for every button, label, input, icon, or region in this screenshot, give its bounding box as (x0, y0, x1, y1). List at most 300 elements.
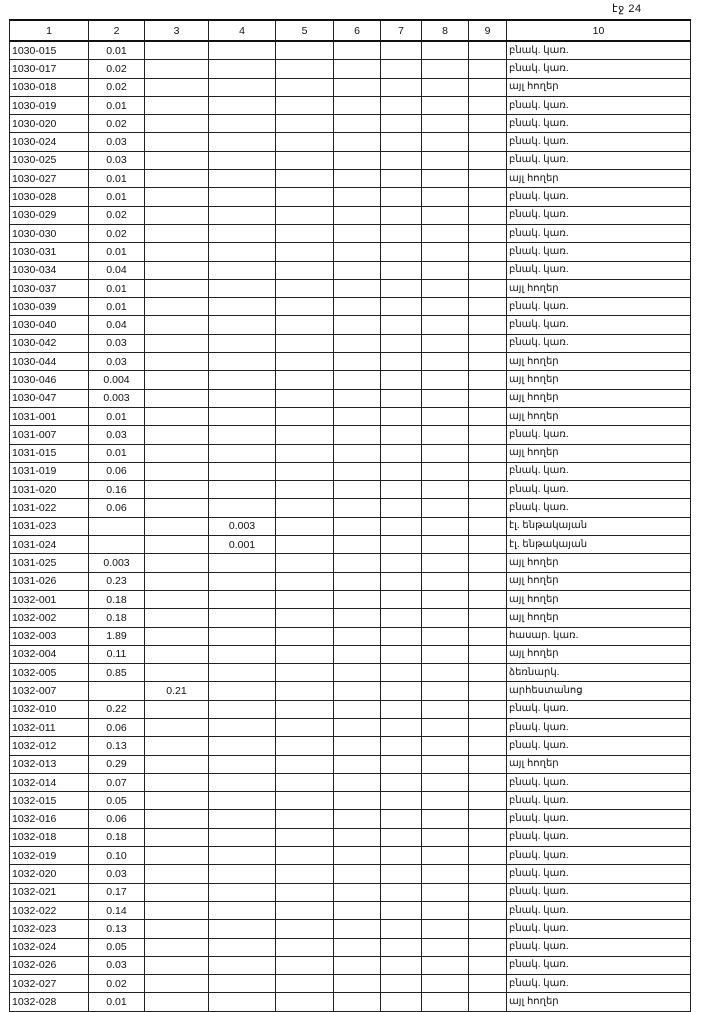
column-5-cell (276, 828, 334, 846)
column-7-cell (381, 938, 422, 956)
table-row (10, 810, 691, 828)
column-7-cell (381, 572, 422, 590)
column-5-cell (276, 481, 334, 499)
column-9-cell (469, 279, 507, 297)
land-use-cell: բնակ. կառ. (507, 206, 691, 224)
column-5-cell (276, 426, 334, 444)
area-cell: 0.03 (89, 133, 145, 151)
area-cell: 0.06 (89, 499, 145, 517)
area-cell: 0.06 (89, 718, 145, 736)
area-cell: 0.02 (89, 206, 145, 224)
land-use-cell: բնակ. կառ. (507, 737, 691, 755)
column-5-cell (276, 371, 334, 389)
column-5-cell (276, 682, 334, 700)
column-4-cell (209, 426, 276, 444)
column-4-cell (209, 78, 276, 96)
column-7-cell (381, 389, 422, 407)
column-5-cell (276, 956, 334, 974)
land-use-cell: բնակ. կառ. (507, 115, 691, 133)
parcel-id-cell: 1031-022 (10, 499, 89, 517)
table-row (10, 298, 691, 316)
column-9-cell (469, 572, 507, 590)
column-3-cell (145, 41, 209, 60)
land-use-cell: բնակ. կառ. (507, 883, 691, 901)
column-7-cell (381, 920, 422, 938)
column-9-cell (469, 590, 507, 608)
column-5-cell (276, 718, 334, 736)
column-3-cell (145, 883, 209, 901)
table-row (10, 645, 691, 663)
column-7-cell (381, 426, 422, 444)
column-3-cell (145, 975, 209, 993)
column-6-cell (334, 371, 381, 389)
column-7-cell (381, 645, 422, 663)
column-8-cell (422, 407, 469, 425)
column-9-cell (469, 462, 507, 480)
area-cell: 0.18 (89, 828, 145, 846)
column-4-cell (209, 554, 276, 572)
table-row (10, 828, 691, 846)
column-9-cell (469, 810, 507, 828)
column-6-cell (334, 536, 381, 554)
parcel-id-cell: 1032-026 (10, 956, 89, 974)
column-3-cell (145, 462, 209, 480)
area-cell: 0.01 (89, 96, 145, 114)
column-4-cell (209, 279, 276, 297)
column-7-cell (381, 847, 422, 865)
column-6-cell (334, 517, 381, 535)
column-7-cell (381, 901, 422, 919)
column-9-cell (469, 371, 507, 389)
column-7-cell (381, 115, 422, 133)
area-cell: 0.01 (89, 41, 145, 60)
column-3-cell (145, 316, 209, 334)
column-6-cell (334, 462, 381, 480)
column-3-cell (145, 96, 209, 114)
column-9-cell (469, 920, 507, 938)
column-5-cell (276, 847, 334, 865)
land-use-cell: այլ հողեր (507, 279, 691, 297)
column-6-cell (334, 572, 381, 590)
column-7-cell (381, 407, 422, 425)
column-3-cell (145, 133, 209, 151)
column-8-cell (422, 865, 469, 883)
column-7-cell (381, 956, 422, 974)
parcel-id-cell: 1032-021 (10, 883, 89, 901)
column-4-cell (209, 773, 276, 791)
column-9-cell (469, 901, 507, 919)
column-7-cell (381, 554, 422, 572)
column-9-cell (469, 389, 507, 407)
land-use-cell: բնակ. կառ. (507, 60, 691, 78)
column-header-9: 9 (469, 20, 507, 41)
land-use-cell: բնակ. կառ. (507, 773, 691, 791)
column-5-cell (276, 810, 334, 828)
land-use-cell: բնակ. կառ. (507, 847, 691, 865)
column-6-cell (334, 828, 381, 846)
area-cell (89, 682, 145, 700)
column-3-cell (145, 645, 209, 663)
column-8-cell (422, 371, 469, 389)
column-3-cell (145, 151, 209, 169)
column-5-cell (276, 865, 334, 883)
column-3-cell (145, 115, 209, 133)
column-4-cell (209, 810, 276, 828)
column-4-cell (209, 298, 276, 316)
column-7-cell (381, 60, 422, 78)
column-5-cell (276, 499, 334, 517)
column-9-cell (469, 865, 507, 883)
column-8-cell (422, 590, 469, 608)
column-5-cell (276, 901, 334, 919)
table-row (10, 627, 691, 645)
column-header-7: 7 (381, 20, 422, 41)
column-6-cell (334, 755, 381, 773)
column-7-cell (381, 865, 422, 883)
column-9-cell (469, 243, 507, 261)
parcel-id-cell: 1030-029 (10, 206, 89, 224)
column-4-cell: 0.003 (209, 517, 276, 535)
column-3-cell (145, 810, 209, 828)
column-9-cell (469, 353, 507, 371)
column-6-cell (334, 243, 381, 261)
column-3-cell (145, 517, 209, 535)
column-7-cell (381, 78, 422, 96)
column-3-cell (145, 78, 209, 96)
area-cell: 0.02 (89, 60, 145, 78)
column-6-cell (334, 316, 381, 334)
parcel-id-cell: 1032-022 (10, 901, 89, 919)
column-8-cell (422, 920, 469, 938)
column-4-cell (209, 334, 276, 352)
column-6-cell (334, 627, 381, 645)
area-cell: 0.02 (89, 115, 145, 133)
column-8-cell (422, 682, 469, 700)
column-header-6: 6 (334, 20, 381, 41)
column-5-cell (276, 60, 334, 78)
column-9-cell (469, 115, 507, 133)
column-3-cell (145, 371, 209, 389)
column-7-cell (381, 224, 422, 242)
column-4-cell (209, 389, 276, 407)
area-cell (89, 536, 145, 554)
column-4-cell (209, 188, 276, 206)
parcel-id-cell: 1032-002 (10, 609, 89, 627)
column-8-cell (422, 536, 469, 554)
parcel-id-cell: 1031-001 (10, 407, 89, 425)
parcel-id-cell: 1032-018 (10, 828, 89, 846)
column-8-cell (422, 810, 469, 828)
table-row (10, 920, 691, 938)
land-use-cell: բնակ. կառ. (507, 499, 691, 517)
column-8-cell (422, 462, 469, 480)
land-use-cell: բնակ. կառ. (507, 188, 691, 206)
column-3-cell (145, 609, 209, 627)
column-3-cell (145, 407, 209, 425)
land-use-cell: բնակ. կառ. (507, 828, 691, 846)
land-use-cell: բնակ. կառ. (507, 938, 691, 956)
parcel-id-cell: 1030-019 (10, 96, 89, 114)
column-7-cell (381, 298, 422, 316)
table-body (10, 41, 691, 1011)
parcel-id-cell: 1032-011 (10, 718, 89, 736)
column-8-cell (422, 755, 469, 773)
column-3-cell (145, 389, 209, 407)
column-5-cell (276, 755, 334, 773)
column-3-cell (145, 920, 209, 938)
column-7-cell (381, 279, 422, 297)
parcel-id-cell: 1032-016 (10, 810, 89, 828)
column-7-cell (381, 188, 422, 206)
column-3-cell (145, 718, 209, 736)
parcel-id-cell: 1032-020 (10, 865, 89, 883)
parcel-id-cell: 1032-019 (10, 847, 89, 865)
column-3-cell (145, 847, 209, 865)
area-cell: 0.29 (89, 755, 145, 773)
area-cell: 0.11 (89, 645, 145, 663)
parcel-id-cell: 1032-001 (10, 590, 89, 608)
column-9-cell (469, 41, 507, 60)
table-row (10, 718, 691, 736)
parcel-id-cell: 1032-012 (10, 737, 89, 755)
column-5-cell (276, 444, 334, 462)
column-6-cell (334, 645, 381, 663)
column-9-cell (469, 627, 507, 645)
parcel-id-cell: 1032-024 (10, 938, 89, 956)
column-5-cell (276, 78, 334, 96)
column-3-cell (145, 993, 209, 1011)
column-9-cell (469, 554, 507, 572)
column-8-cell (422, 737, 469, 755)
column-4-cell (209, 645, 276, 663)
table-row (10, 517, 691, 535)
area-cell: 0.02 (89, 975, 145, 993)
column-5-cell (276, 188, 334, 206)
table-row (10, 243, 691, 261)
area-cell: 0.07 (89, 773, 145, 791)
column-6-cell (334, 78, 381, 96)
land-use-cell: այլ հողեր (507, 572, 691, 590)
column-7-cell (381, 206, 422, 224)
column-6-cell (334, 883, 381, 901)
table-row (10, 554, 691, 572)
column-8-cell (422, 700, 469, 718)
column-7-cell (381, 755, 422, 773)
land-use-cell: բնակ. կառ. (507, 956, 691, 974)
column-9-cell (469, 682, 507, 700)
column-8-cell (422, 938, 469, 956)
area-cell: 0.14 (89, 901, 145, 919)
column-4-cell (209, 499, 276, 517)
column-5-cell (276, 737, 334, 755)
column-6-cell (334, 481, 381, 499)
column-6-cell (334, 810, 381, 828)
area-cell: 0.01 (89, 298, 145, 316)
column-6-cell (334, 133, 381, 151)
column-6-cell (334, 60, 381, 78)
table-row (10, 206, 691, 224)
land-use-cell: այլ հողեր (507, 353, 691, 371)
land-use-cell: բնակ. կառ. (507, 700, 691, 718)
column-4-cell (209, 938, 276, 956)
area-cell: 0.23 (89, 572, 145, 590)
parcel-id-cell: 1031-019 (10, 462, 89, 480)
table-row (10, 664, 691, 682)
column-6-cell (334, 682, 381, 700)
column-9-cell (469, 407, 507, 425)
column-header-8: 8 (422, 20, 469, 41)
column-5-cell (276, 206, 334, 224)
parcel-id-cell: 1030-031 (10, 243, 89, 261)
table-row (10, 444, 691, 462)
column-4-cell (209, 737, 276, 755)
area-cell: 0.18 (89, 609, 145, 627)
area-cell: 0.85 (89, 664, 145, 682)
table-row (10, 773, 691, 791)
parcel-id-cell: 1030-034 (10, 261, 89, 279)
parcel-id-cell: 1032-014 (10, 773, 89, 791)
parcel-id-cell: 1030-027 (10, 170, 89, 188)
column-9-cell (469, 938, 507, 956)
column-4-cell (209, 901, 276, 919)
column-7-cell (381, 316, 422, 334)
area-cell: 0.004 (89, 371, 145, 389)
column-7-cell (381, 810, 422, 828)
land-use-cell: բնակ. կառ. (507, 261, 691, 279)
table-row (10, 737, 691, 755)
land-use-cell: այլ հողեր (507, 755, 691, 773)
land-use-cell: բնակ. կառ. (507, 151, 691, 169)
column-3-cell (145, 188, 209, 206)
column-3-cell (145, 60, 209, 78)
column-6-cell (334, 718, 381, 736)
table-row (10, 316, 691, 334)
column-3-cell (145, 590, 209, 608)
column-9-cell (469, 170, 507, 188)
table-row (10, 755, 691, 773)
parcel-id-cell: 1030-030 (10, 224, 89, 242)
column-3-cell (145, 426, 209, 444)
column-4-cell (209, 828, 276, 846)
parcel-id-cell: 1032-003 (10, 627, 89, 645)
column-5-cell (276, 572, 334, 590)
column-3-cell (145, 737, 209, 755)
column-6-cell (334, 353, 381, 371)
column-4-cell (209, 609, 276, 627)
land-use-cell: այլ հողեր (507, 554, 691, 572)
column-6-cell (334, 426, 381, 444)
column-4-cell (209, 224, 276, 242)
column-4-cell (209, 371, 276, 389)
column-4-cell (209, 682, 276, 700)
column-4-cell (209, 975, 276, 993)
column-7-cell (381, 828, 422, 846)
table-row (10, 261, 691, 279)
table-row (10, 188, 691, 206)
parcel-id-cell: 1031-007 (10, 426, 89, 444)
column-4-cell (209, 865, 276, 883)
table-row (10, 865, 691, 883)
column-8-cell (422, 389, 469, 407)
column-4-cell (209, 60, 276, 78)
column-4-cell (209, 920, 276, 938)
column-6-cell (334, 554, 381, 572)
parcel-id-cell: 1032-007 (10, 682, 89, 700)
land-use-cell: այլ հողեր (507, 609, 691, 627)
area-cell (89, 517, 145, 535)
column-4-cell (209, 261, 276, 279)
table-row (10, 334, 691, 352)
column-6-cell (334, 847, 381, 865)
column-9-cell (469, 298, 507, 316)
land-use-cell: բնակ. կառ. (507, 316, 691, 334)
column-3-cell (145, 481, 209, 499)
column-6-cell (334, 590, 381, 608)
column-4-cell (209, 481, 276, 499)
column-8-cell (422, 115, 469, 133)
parcel-id-cell: 1030-020 (10, 115, 89, 133)
parcel-id-cell: 1030-039 (10, 298, 89, 316)
land-use-cell: բնակ. կառ. (507, 792, 691, 810)
area-cell: 0.22 (89, 700, 145, 718)
column-5-cell (276, 590, 334, 608)
column-4-cell (209, 755, 276, 773)
column-9-cell (469, 261, 507, 279)
parcel-id-cell: 1030-047 (10, 389, 89, 407)
column-6-cell (334, 737, 381, 755)
column-8-cell (422, 206, 469, 224)
column-header-2: 2 (89, 20, 145, 41)
column-7-cell (381, 682, 422, 700)
column-6-cell (334, 96, 381, 114)
land-use-cell: բնակ. կառ. (507, 810, 691, 828)
column-8-cell (422, 170, 469, 188)
table-row (10, 426, 691, 444)
column-9-cell (469, 828, 507, 846)
column-5-cell (276, 517, 334, 535)
column-3-cell (145, 444, 209, 462)
column-6-cell (334, 792, 381, 810)
column-3-cell (145, 279, 209, 297)
land-use-cell: բնակ. կառ. (507, 920, 691, 938)
area-cell: 0.17 (89, 883, 145, 901)
column-7-cell (381, 993, 422, 1011)
land-use-cell: հասար. կառ. (507, 627, 691, 645)
column-5-cell (276, 664, 334, 682)
table-row (10, 170, 691, 188)
column-7-cell (381, 792, 422, 810)
area-cell: 0.04 (89, 316, 145, 334)
land-use-cell: էլ. ենթակայան (507, 536, 691, 554)
parcel-id-cell: 1030-040 (10, 316, 89, 334)
column-3-cell (145, 956, 209, 974)
column-3-cell (145, 334, 209, 352)
column-7-cell (381, 700, 422, 718)
area-cell: 1.89 (89, 627, 145, 645)
column-header-4: 4 (209, 20, 276, 41)
column-4-cell (209, 627, 276, 645)
area-cell: 0.03 (89, 334, 145, 352)
land-use-cell: բնակ. կառ. (507, 718, 691, 736)
column-6-cell (334, 499, 381, 517)
column-3-cell (145, 700, 209, 718)
column-8-cell (422, 334, 469, 352)
column-6-cell (334, 700, 381, 718)
column-7-cell (381, 627, 422, 645)
column-3-cell (145, 536, 209, 554)
area-cell: 0.01 (89, 407, 145, 425)
column-9-cell (469, 975, 507, 993)
